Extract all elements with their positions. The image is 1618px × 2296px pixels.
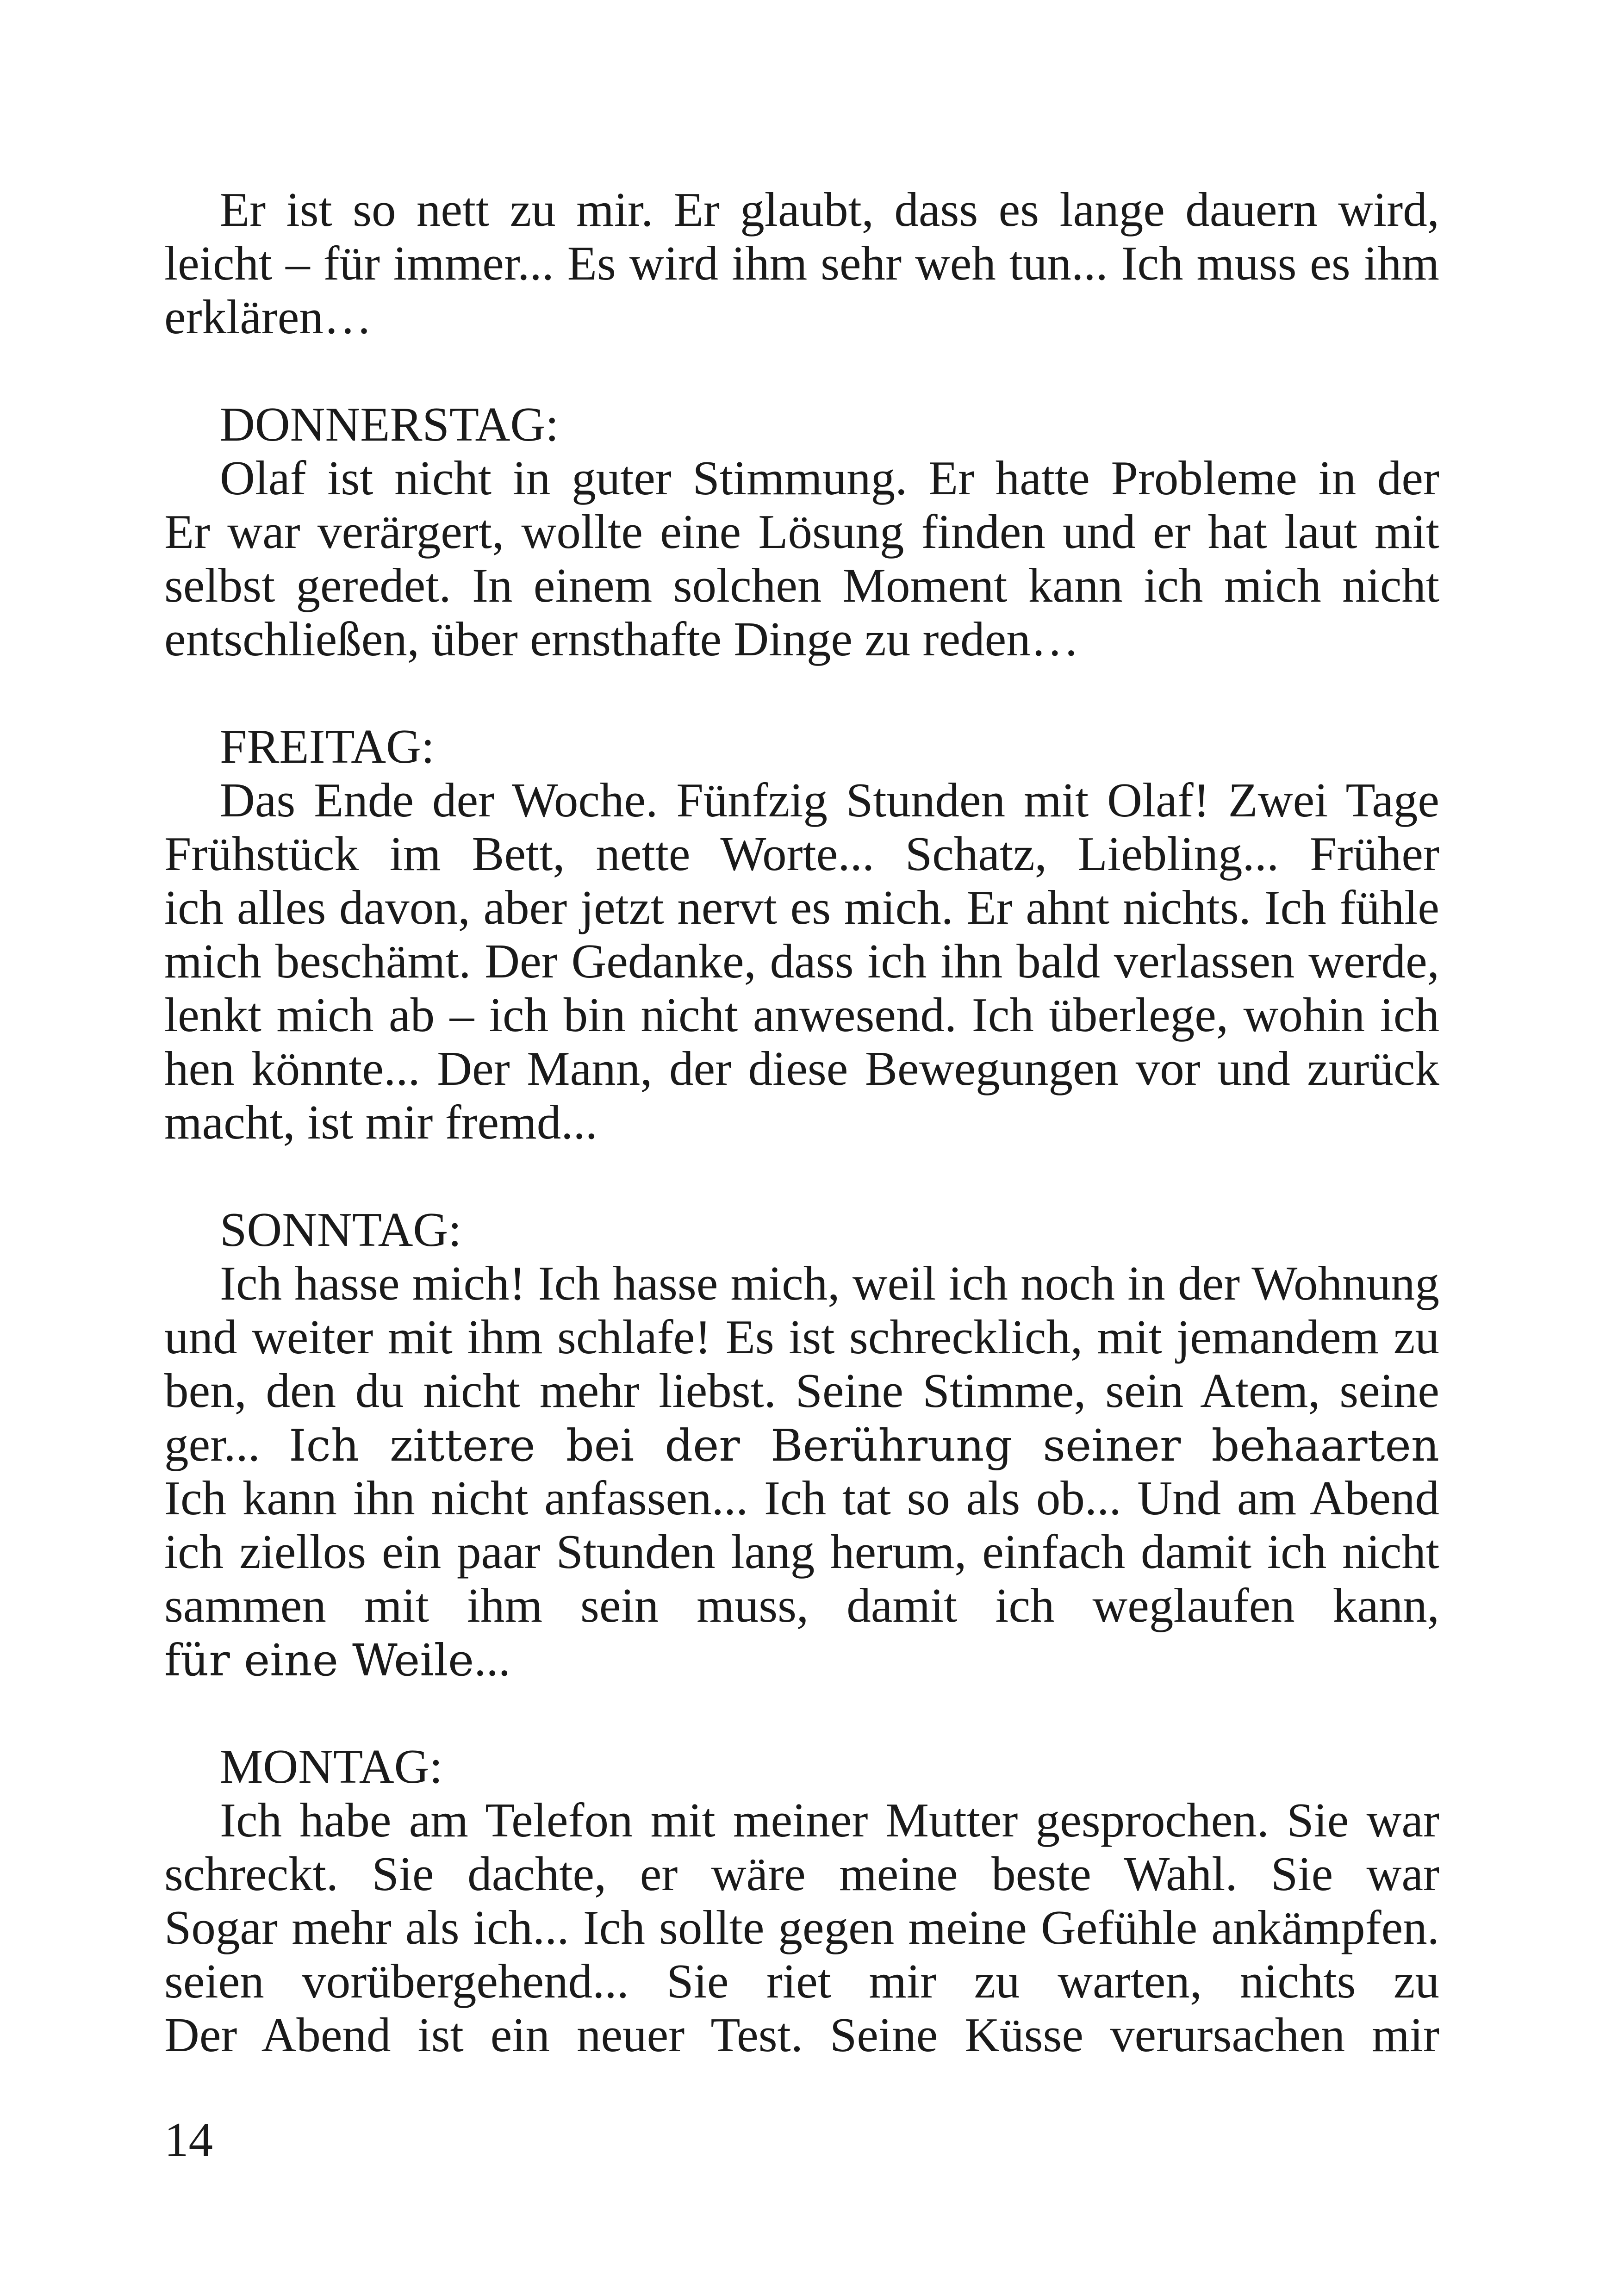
text-line: schreckt. Sie dachte, er wäre meine beste Wahl. Sie war	[164, 1847, 1439, 1901]
text-line: leicht – für immer... Es wird ihm sehr weh tun... Ich muss es ihm	[164, 236, 1439, 290]
text-line: Ich habe am Telefon mit meiner Mutter gesprochen. Sie war	[220, 1793, 1439, 1847]
text-line	[164, 1632, 1439, 1686]
text-line: Das Ende der Woche. Fünfzig Stunden mit Olaf! Zwei Tage	[220, 773, 1439, 827]
text-segment: sammen mit ihm sein muss, damit ich weglaufen kann,	[164, 1579, 1439, 1632]
text-line: hen könnte... Der Mann, der diese Bewegungen vor und zurück	[164, 1042, 1439, 1095]
text-line: seien vorübergehend... Sie riet mir zu warten, nichts zu	[164, 1954, 1439, 2008]
text-line: Sogar mehr als ich... Ich sollte gegen meine Gefühle ankämpfen.	[164, 1901, 1439, 1954]
page-number: 14	[164, 2112, 213, 2166]
text-line: Er war verärgert, wollte eine Lösung finden und er hat laut mit	[164, 505, 1439, 559]
paragraph-gap	[164, 344, 1439, 398]
paragraph-gap	[164, 1686, 1439, 1740]
text-line: entschließen, über ernsthafte Dinge zu reden…	[164, 612, 1079, 666]
text-segment: ger...	[164, 1418, 289, 1471]
text-line: Der Abend ist ein neuer Test. Seine Küsse verursachen mir	[164, 2008, 1439, 2062]
text-segment-alt-font: Ich zittere bei der Berührung seiner behaarten	[289, 1420, 1439, 1471]
text-line: ich ziellos ein paar Stunden lang herum, einfach damit ich nicht	[164, 1525, 1439, 1579]
text-line: Er ist so nett zu mir. Er glaubt, dass es lange dauern wird,	[220, 183, 1439, 236]
text-line: und weiter mit ihm schlafe! Es ist schrecklich, mit jemandem zu	[164, 1310, 1439, 1364]
day-heading: SONNTAG:	[220, 1202, 462, 1257]
text-line: Ich kann ihn nicht anfassen... Ich tat so als ob... Und am Abend	[164, 1471, 1439, 1525]
paragraph-gap	[164, 1149, 1439, 1203]
body-text	[164, 183, 1439, 2062]
text-line: erklären…	[164, 290, 372, 344]
day-heading: DONNERSTAG:	[220, 397, 559, 451]
text-segment: ...	[474, 1632, 511, 1686]
text-line: Ich hasse mich! Ich hasse mich, weil ich noch in der Wohnung	[220, 1257, 1439, 1310]
text-line	[164, 1418, 1439, 1471]
text-line: mich beschämt. Der Gedanke, dass ich ihn bald verlassen werde,	[164, 934, 1439, 988]
day-heading: MONTAG:	[220, 1739, 443, 1793]
text-line: ich alles davon, aber jetzt nervt es mich. Er ahnt nichts. Ich fühle	[164, 881, 1439, 934]
text-line: lenkt mich ab – ich bin nicht anwesend. Ich überlege, wohin ich	[164, 988, 1439, 1042]
day-heading: FREITAG:	[220, 719, 435, 773]
text-line: selbst geredet. In einem solchen Moment kann ich mich nicht	[164, 559, 1439, 612]
paragraph-gap	[164, 666, 1439, 720]
text-segment-alt-font: für eine Weile	[164, 1635, 474, 1686]
text-line: Frühstück im Bett, nette Worte... Schatz, Liebling... Früher	[164, 827, 1439, 881]
text-line: macht, ist mir fremd...	[164, 1095, 598, 1149]
text-line: ben, den du nicht mehr liebst. Seine Stimme, sein Atem, seine	[164, 1364, 1439, 1418]
text-line	[164, 1579, 1439, 1632]
text-line: Olaf ist nicht in guter Stimmung. Er hatte Probleme in der	[220, 451, 1439, 505]
